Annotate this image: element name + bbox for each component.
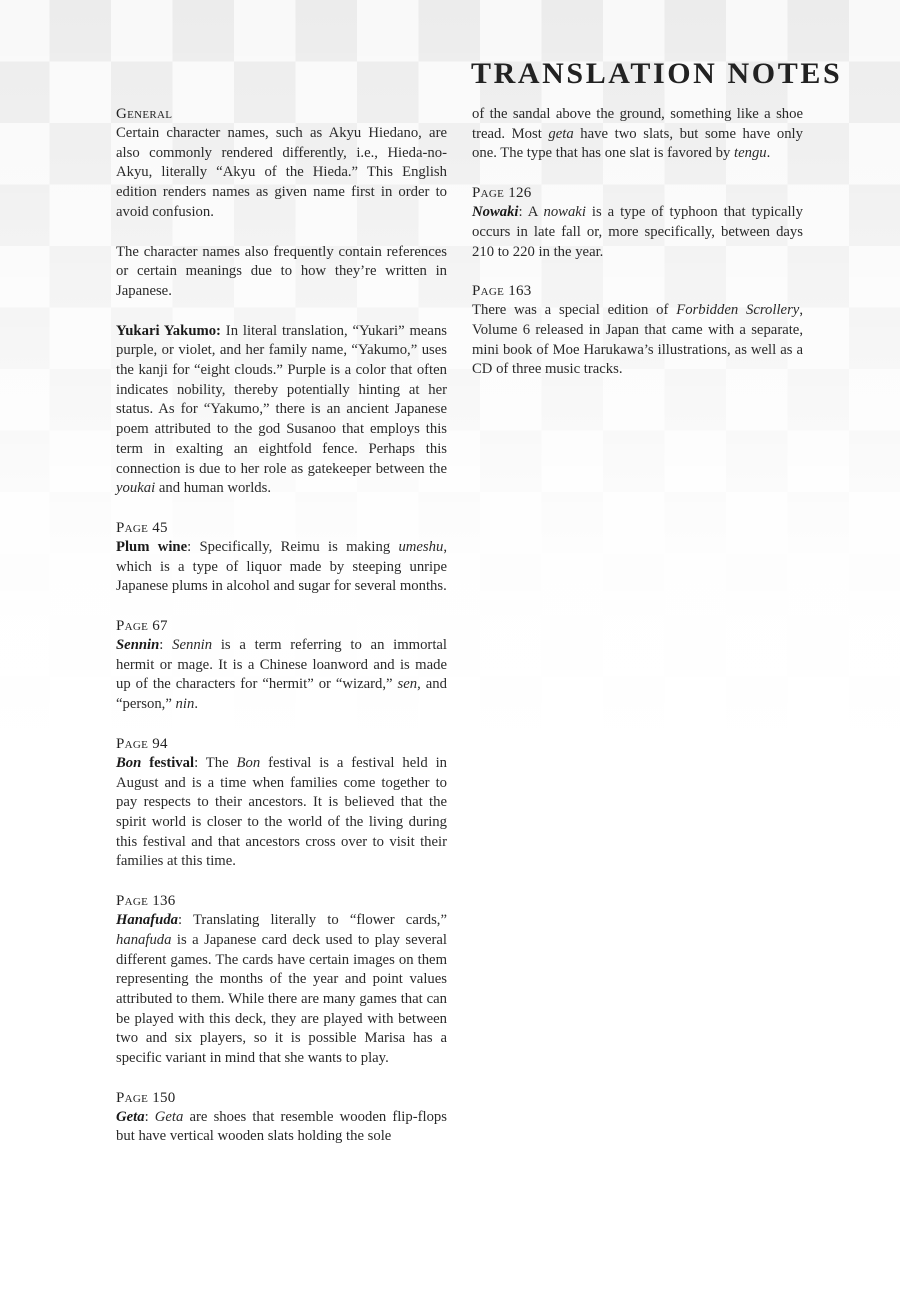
note-page-45 (116, 519, 447, 597)
section-heading: Page 45 (116, 519, 168, 536)
note-paragraph: Geta: Geta are shoes that resemble wooden flip-flops but have vertical wooden slats holding the sole (116, 1108, 447, 1145)
note-paragraph: Hanafuda: Translating literally to “flower cards,” hanafuda is a Japanese card deck used to play several different games. The cards have certain images on them representing the months of the year and point values attributed to them. While there are many games that can be played with this deck, they are played with between two and six players, so it is possible Marisa has a specific variant in mind that she wants to play. (116, 912, 447, 1067)
page-title: TRANSLATION NOTES (471, 57, 843, 90)
note-term: Geta (116, 1108, 145, 1125)
note-term: Hanafuda (116, 912, 179, 929)
note-paragraph: Certain character names, such as Akyu Hiedano, are also commonly rendered differently, i.e., Hieda-no-Akyu, literally “Akyu of the Hieda.” This English edition renders names as given name first in order to avoid confusion. (116, 125, 447, 220)
note-page-150 (116, 1089, 447, 1147)
note-paragraph: Plum wine: Specifically, Reimu is making umeshu, which is a type of liquor made by steeping unripe Japanese plums in alcohol and sugar for several months. (116, 538, 447, 595)
section-heading: Page 150 (116, 1089, 176, 1106)
note-term: Nowaki (472, 204, 519, 221)
note-term: Bon festival (116, 754, 195, 771)
section-heading: Page 126 (472, 185, 532, 202)
note-paragraph: Bon festival: The Bon festival is a festival held in August and is a time when families come together to pay respects to their ancestors. It is believed that the spirit world is closer to the world of the living during this festival and that ancestors cross over to visit their families at this time. (116, 754, 447, 870)
section-heading: Page 136 (116, 893, 176, 910)
note-paragraph: There was a special edition of Forbidden Scrollery, Volume 6 released in Japan that came with a separate, mini book of Moe Harukawa’s illustrations, as well as a CD of three music tracks. (472, 302, 803, 378)
left-column (116, 105, 447, 1167)
note-paragraph: The character names also frequently contain references or certain meanings due to how they’re written in Japanese. (116, 243, 447, 299)
note-page-126 (472, 184, 803, 262)
note-page-67 (116, 617, 447, 715)
note-paragraph: of the sandal above the ground, something like a shoe tread. Most geta have two slats, but some have only one. The type that has one slat is favored by tengu. (472, 106, 803, 162)
note-general (116, 105, 447, 223)
note-paragraph: Sennin: Sennin is a term referring to an immortal hermit or mage. It is a Chinese loanword and is made up of the characters for “hermit” or “wizard,” sen, and “person,” nin. (116, 637, 447, 713)
note-page-150-continued (472, 105, 803, 164)
note-term: Plum wine (116, 538, 188, 555)
note-yukari-yakumo (116, 322, 447, 499)
note-page-163 (472, 282, 803, 380)
right-column (472, 105, 803, 400)
note-term: Yukari Yakumo: (116, 322, 221, 339)
note-page-136 (116, 892, 447, 1069)
note-page-94 (116, 735, 447, 872)
section-heading: Page 163 (472, 283, 532, 300)
section-heading: Page 67 (116, 618, 168, 635)
section-heading: General (116, 106, 173, 122)
note-general-continued (116, 243, 447, 302)
note-paragraph: Nowaki: A nowaki is a type of typhoon that typically occurs in late fall or, more specifically, between days 210 to 220 in the year. (472, 204, 803, 260)
note-paragraph: Yukari Yakumo: In literal translation, “Yukari” means purple, or violet, and her family name, “Yakumo,” uses the kanji for “eight clouds.” Purple is a color that often indicates nobility, thereby potentially hinting at her status. As for “Yakumo,” there is an ancient Japanese poem attributed to the god Susanoo that employs this term in exalting an eightfold fence. Perhaps this connection is due to her role as gatekeeper between the youkai and human worlds. (116, 322, 448, 497)
note-term: Sennin (116, 637, 160, 654)
section-heading: Page 94 (116, 735, 168, 752)
